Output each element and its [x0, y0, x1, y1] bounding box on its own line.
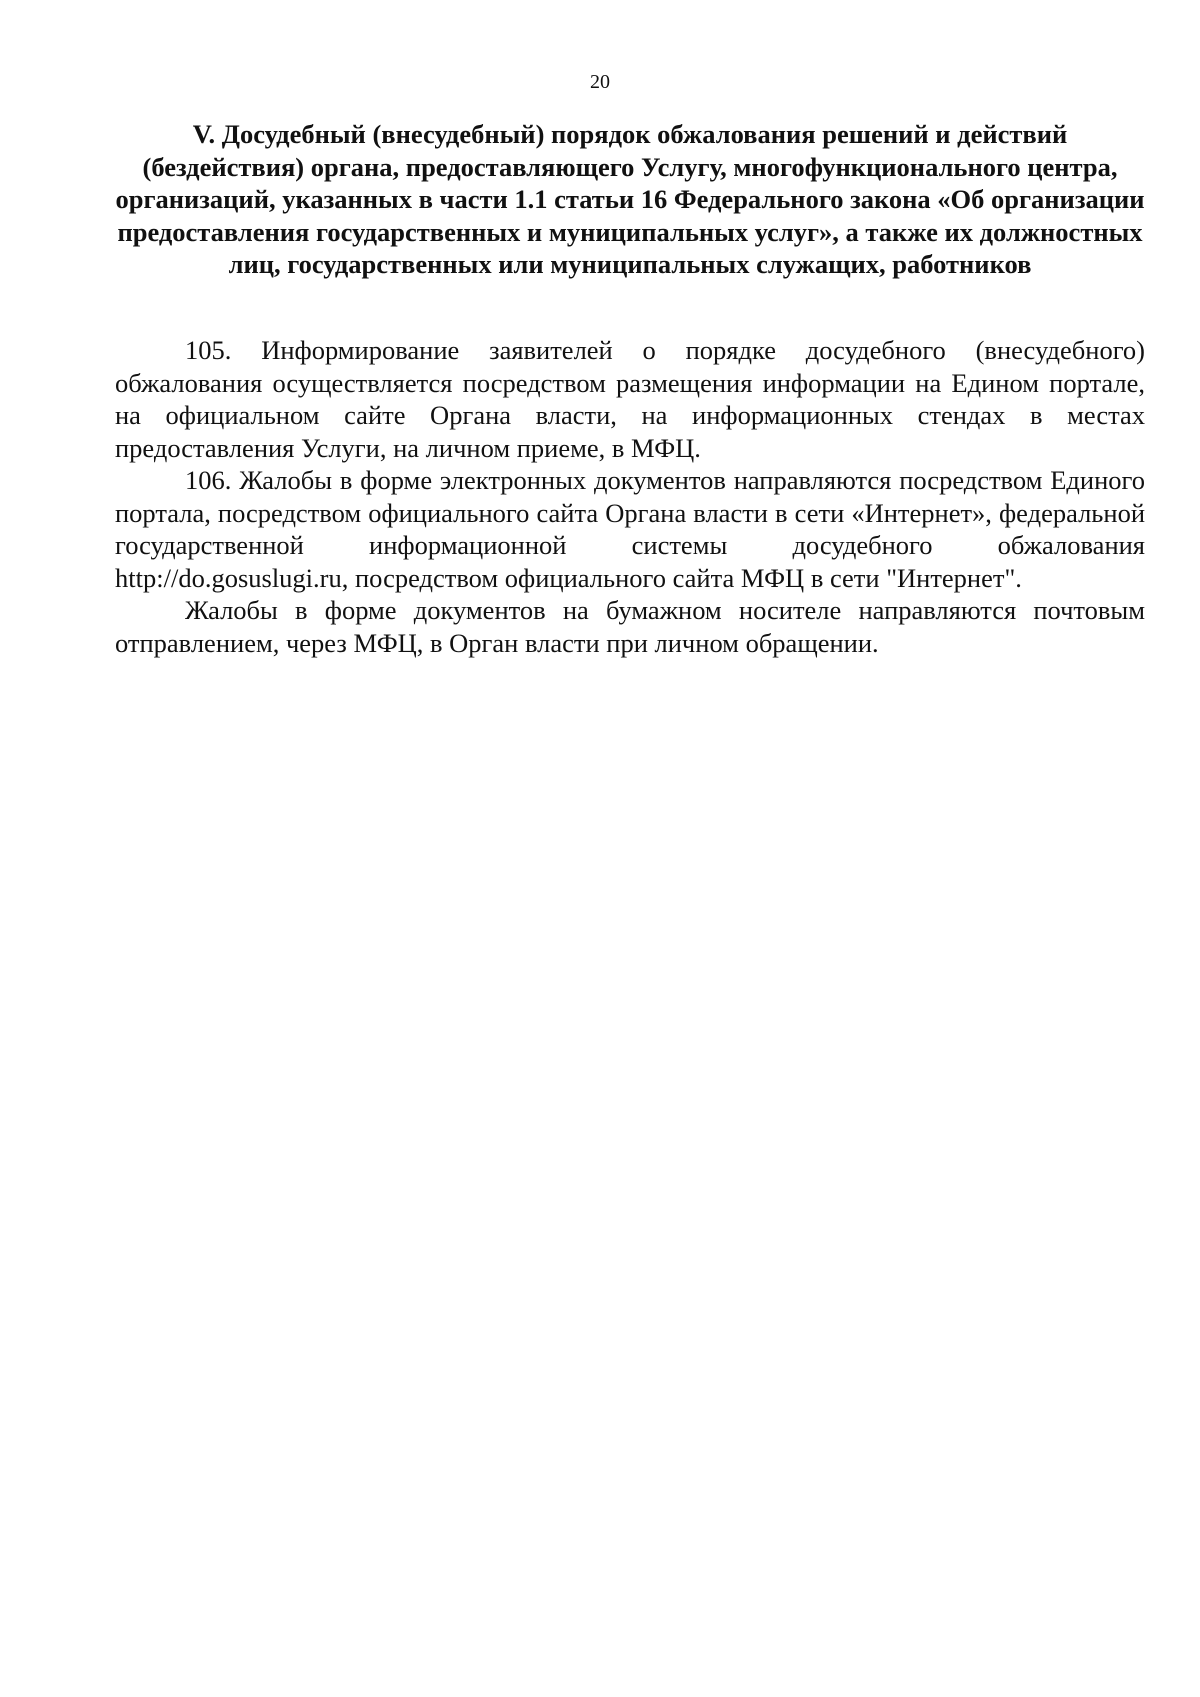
paragraph-106: 106. Жалобы в форме электронных документов направляются посредством Единого портала, посредством официального сайта Органа власти в сети «Интернет», федеральной государственной информационной системы досудебного обжалования http://do.gosuslugi.ru, посредством официального сайта МФЦ в сети "Интернет". — [115, 465, 1145, 593]
page-number: 20 — [590, 71, 610, 93]
paragraph-105: 105. Информирование заявителей о порядке досудебного (внесудебного) обжалования осуществляется посредством размещения информации на Едином портале, на официальном сайте Органа власти, на информационных стендах в местах предоставления Услуги, на личном приеме, в МФЦ. — [115, 335, 1145, 463]
section-heading: V. Досудебный (внесудебный) порядок обжалования решений и действий (бездействия) органа, предоставляющего Услугу, многофункционального центра, организаций, указанных в части 1.1 статьи 16 Федерального закона «Об организации предоставления государственных и муниципальных услуг», а также их должностных лиц, государственных или муниципальных служащих, работников — [115, 119, 1145, 279]
paragraph-paper-complaints: Жалобы в форме документов на бумажном носителе направляются почтовым отправлением, через МФЦ, в Орган власти при личном обращении. — [115, 595, 1145, 658]
document-body — [115, 334, 1145, 659]
